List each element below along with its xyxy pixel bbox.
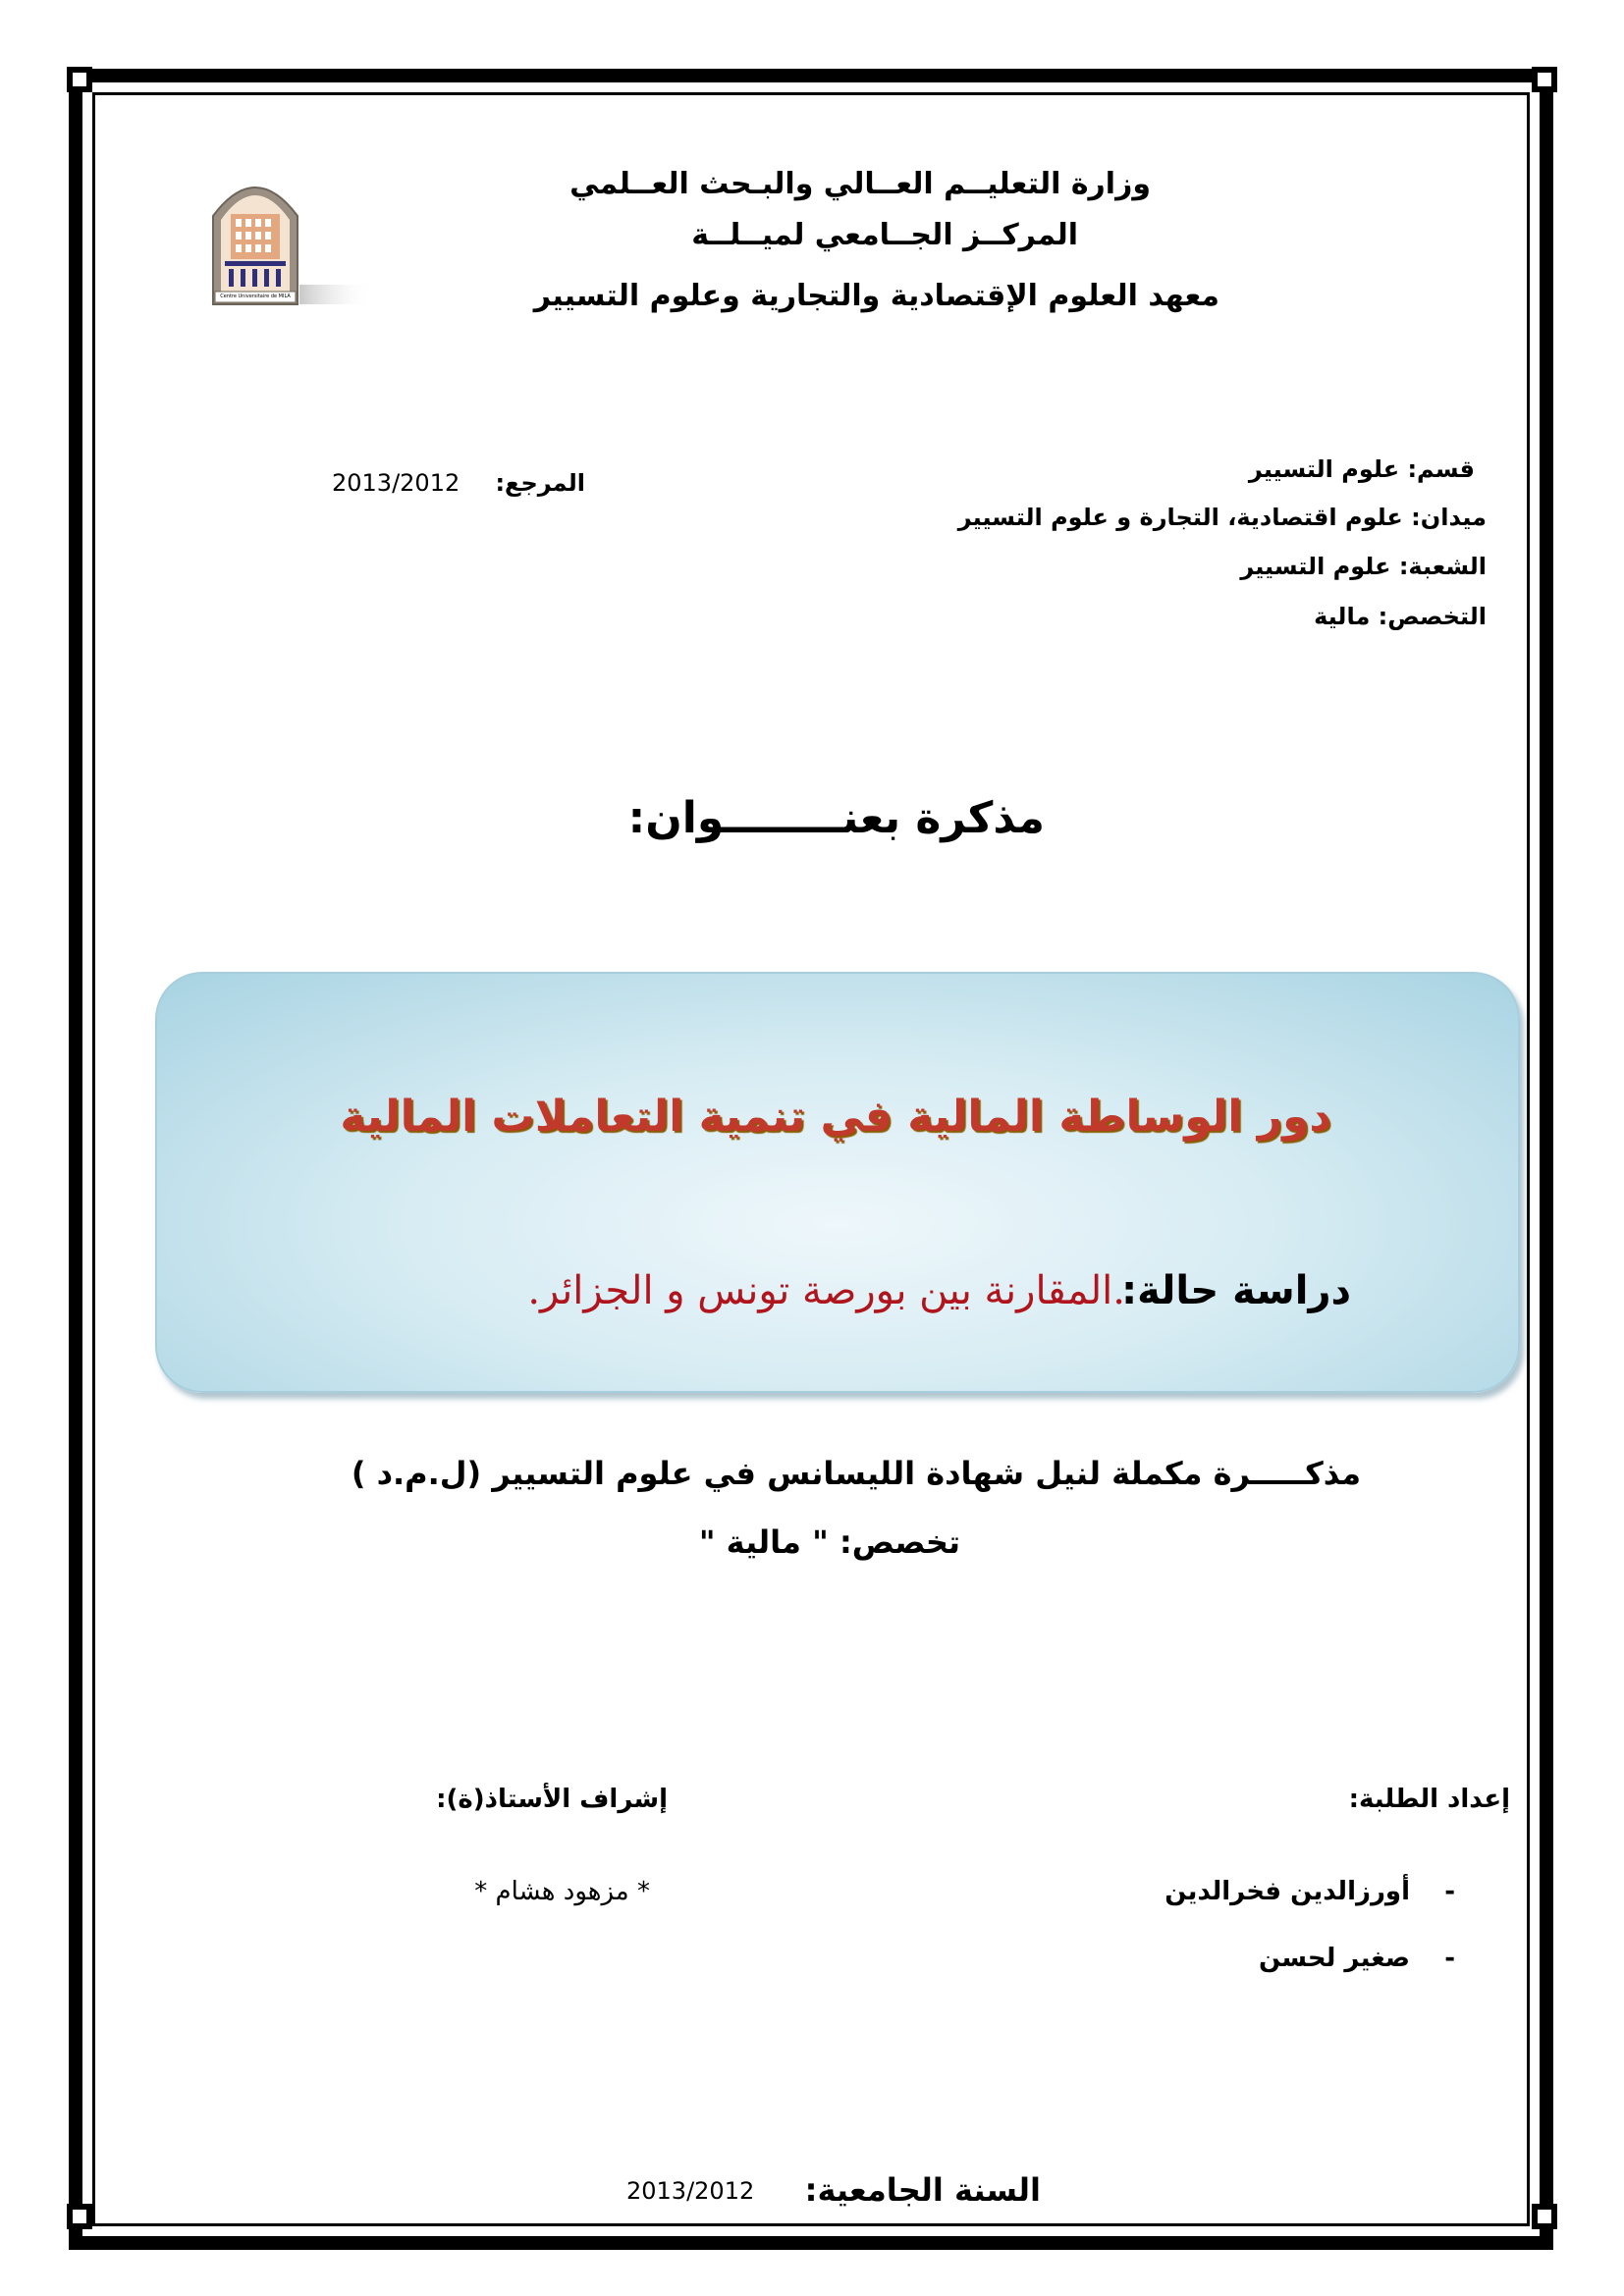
supervisor-label: إشراف الأستاذ(ة): — [436, 1785, 668, 1814]
corner-top-left — [67, 67, 92, 92]
degree-specialty: تخصص: " مالية " — [698, 1523, 960, 1561]
title-box — [155, 972, 1520, 1393]
memo-title: دور الوساطة المالية في تنمية التعاملات المالية — [340, 1092, 1331, 1142]
reference-value: 2013/2012 — [332, 469, 460, 497]
student-bullet-2: - — [1444, 1944, 1455, 1973]
university-logo — [201, 157, 373, 319]
academic-year-label: السنة الجامعية: — [804, 2171, 1041, 2209]
case-study-label: دراسة حالة: — [1121, 1268, 1351, 1313]
memo-heading: مذكرة بعنــــــــوان: — [627, 793, 1045, 843]
institute-name: معهد العلوم الإقتصادية والتجارية وعلوم التسيير — [533, 279, 1219, 313]
student-bullet-1: - — [1444, 1877, 1455, 1906]
student-name-2: صغير لحسن — [1259, 1944, 1410, 1973]
logo-caption: Centre Universitaire de MILA — [220, 294, 291, 299]
academic-year-value: 2013/2012 — [626, 2177, 755, 2205]
branch-line: الشعبة: علوم التسيير — [1240, 553, 1487, 580]
specialty-line: التخصص: مالية — [1314, 603, 1487, 630]
center-name: المركــز الجــامعي لميــلــة — [691, 218, 1078, 252]
corner-top-right — [1532, 67, 1557, 92]
student-name-1: أورزالدين فخرالدين — [1164, 1877, 1410, 1906]
reference-label: المرجع: — [495, 469, 585, 497]
field-line: ميدان: علوم اقتصادية، التجارة و علوم التسيير — [957, 504, 1487, 531]
department-line: قسم: علوم التسيير — [1248, 455, 1475, 483]
ministry-name: وزارة التعليــم العــالي والبـحث العــلمي — [569, 167, 1151, 201]
students-label: إعداد الطلبة: — [1348, 1785, 1510, 1814]
supervisor-name: * مزهود هشام * — [474, 1877, 650, 1906]
corner-bottom-right — [1532, 2204, 1557, 2229]
case-study-text: .المقارنة بين بورصة تونس و الجزائر. — [527, 1268, 1125, 1313]
degree-line: مذكـــــرة مكملة لنيل شهادة الليسانس في علوم التسيير (ل.م.د ) — [351, 1455, 1361, 1492]
corner-bottom-left — [67, 2204, 92, 2229]
